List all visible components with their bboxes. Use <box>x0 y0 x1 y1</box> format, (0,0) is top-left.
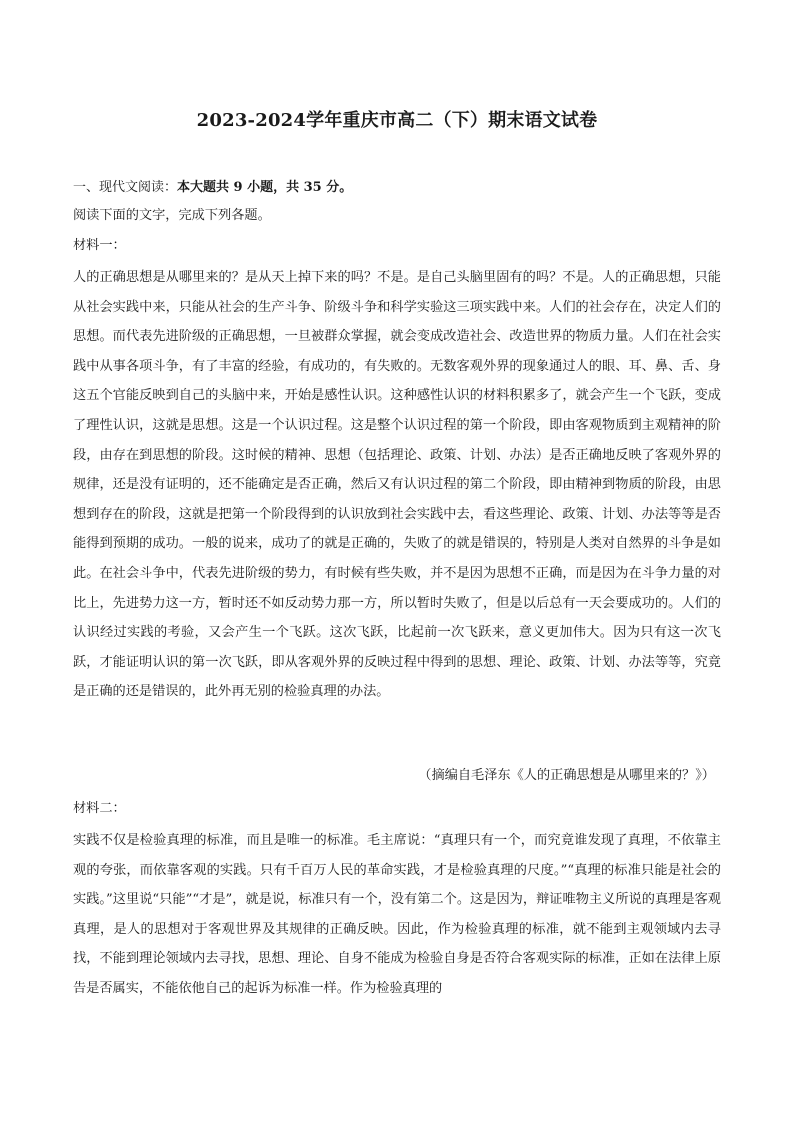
section-prefix: 一、现代文阅读： <box>73 180 178 195</box>
material-one-source: （摘编自毛泽东《人的正确思想是从哪里来的？》） <box>418 768 715 783</box>
material-two-text: 实践不仅是检验真理的标准，而且是唯一的标准。毛主席说：“真理只有一个，而究竟谁发现了真理，不依靠主观的夸张，而依靠客观的实践。只有千百万人民的革命实践，才是检验真理的尺度。”“真理的标准只能是社会的实践。”这里说“只能”“才是”，就是说，标准只有一个，没有第二个。这是因为，辩证唯物主义所说的真理是客观真理，是人的思想对于客观世界及其规律的正确反映。因此，作为检验真理的标准，就不能到主观领域内去寻找，不能到理论领域内去寻找，思想、理论、自身不能成为检验自身是否符合客观实际的标准，正如在法律上原告是否属实，不能依他自己的起诉为标准一样。作为检验真理的 <box>73 833 721 996</box>
section-score-info: 本大题共 9 小题，共 35 分。 <box>177 180 353 195</box>
material-one-label: 材料一： <box>73 238 126 253</box>
exam-title: 2023-2024学年重庆市高二（下）期末语文试卷 <box>196 110 598 131</box>
material-one-text: 人的正确思想是从哪里来的？是从天上掉下来的吗？不是。是自己头脑里固有的吗？不是。人的正确思想，只能从社会实践中来，只能从社会的生产斗争、阶级斗争和科学实验这三项实践中来。人们的社会存在，决定人们的思想。而代表先进阶级的正确思想，一旦被群众掌握，就会变成改造社会、改造世界的物质力量。人们在社会实践中从事各项斗争，有了丰富的经验，有成功的，有失败的。无数客观外界的现象通过人的眼、耳、鼻、舌、身这五个官能反映到自己的头脑中来，开始是感性认识。这种感性认识的材料积累多了，就会产生一个飞跃，变成了理性认识，这就是思想。这是一个认识过程。这是整个认识过程的第一个阶段，即由客观物质到主观精神的阶段，由存在到思想的阶段。这时候的精神、思想（包括理论、政策、计划、办法）是否正确地反映了客观外界的规律，还是没有证明的，还不能确定是否正确，然后又有认识过程的第二个阶段，即由精神到物质的阶段，由思想到存在的阶段，这就是把第一个阶段得到的认识放到社会实践中去，看这些理论、政策、计划、办法等等是否能得到预期的成功。一般的说来，成功了的就是正确的，失败了的就是错误的，特别是人类对自然界的斗争是如此。在社会斗争中，代表先进阶级的势力，有时候有些失败，并不是因为思想不正确，而是因为在斗争力量的对比上，先进势力这一方，暂时还不如反动势力那一方，所以暂时失败了，但是以后总有一天会要成功的。人们的认识经过实践的考验，又会产生一个飞跃。这次飞跃，比起前一次飞跃来，意义更加伟大。因为只有这一次飞跃，才能证明认识的第一次飞跃，即从客观外界的反映过程中得到的思想、理论、政策、计划、办法等等，究竟是正确的还是错误的，此外再无别的检验真理的办法。 <box>73 270 721 700</box>
reading-instruction: 阅读下面的文字，完成下列各题。 <box>73 208 271 223</box>
material-two-label: 材料二： <box>73 801 126 816</box>
section-heading <box>73 176 352 195</box>
